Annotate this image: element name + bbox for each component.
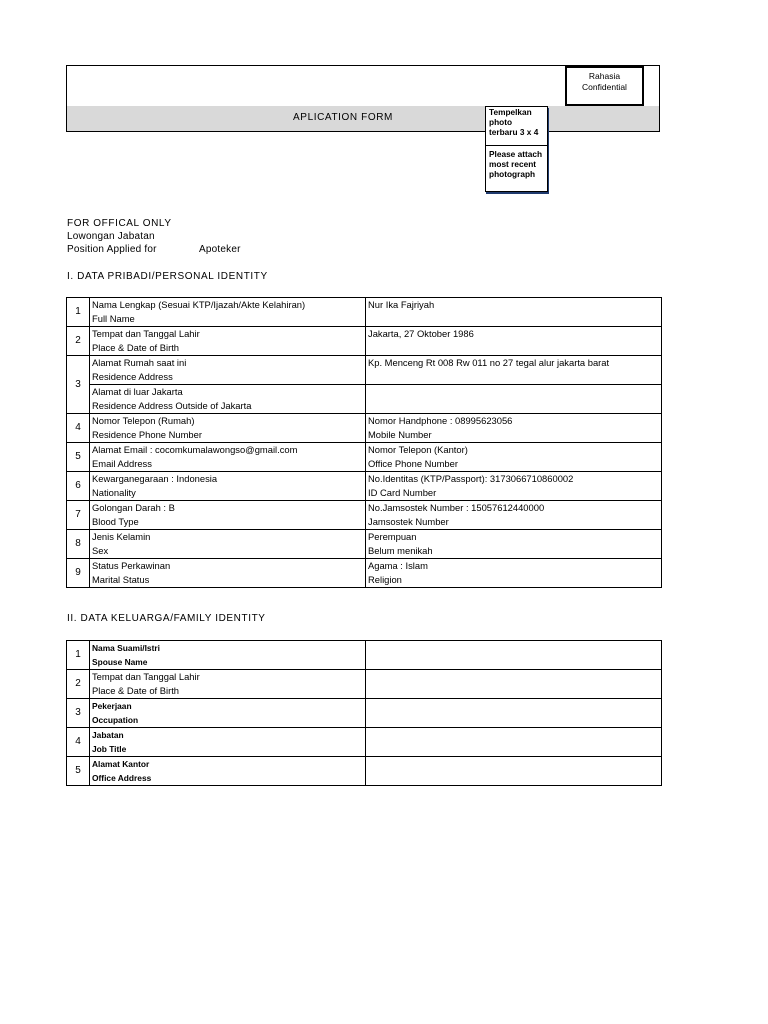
- row-number: 5: [67, 757, 90, 786]
- cell-line: Alamat Kantor: [92, 759, 150, 769]
- field-value-cell[interactable]: [366, 641, 662, 670]
- row-number: 1: [67, 641, 90, 670]
- cell-line: Alamat Rumah saat ini: [92, 357, 187, 368]
- table-row: [67, 414, 662, 443]
- row-number: 5: [67, 443, 90, 472]
- cell-line: Place & Date of Birth: [92, 685, 180, 696]
- field-value-cell[interactable]: [366, 327, 662, 356]
- cell-line: Nomor Telepon (Rumah): [92, 415, 195, 426]
- confidential-line-1: Rahasia: [588, 71, 621, 81]
- photo-instruction-id: [489, 107, 547, 137]
- photo-text-line: most recent: [489, 159, 537, 169]
- cell-line: Nomor Telepon (Kantor): [368, 444, 468, 455]
- personal-section-title: I. DATA PRIBADI/PERSONAL IDENTITY: [67, 271, 268, 282]
- table-row: [67, 443, 662, 472]
- field-label-cell: [90, 530, 366, 559]
- photo-instruction-en: [489, 149, 547, 179]
- cell-line: Nama Suami/Istri: [92, 643, 160, 653]
- photo-text-line: terbaru 3 x 4: [489, 127, 539, 137]
- field-value-cell[interactable]: [366, 472, 662, 501]
- table-row: [67, 298, 662, 327]
- official-only-label: FOR OFFICAL ONLY: [67, 218, 172, 229]
- table-row: [67, 327, 662, 356]
- cell-line: Full Name: [92, 313, 135, 324]
- family-identity-table: [66, 640, 662, 786]
- field-value-cell[interactable]: [366, 699, 662, 728]
- cell-line: Blood Type: [92, 516, 139, 527]
- position-applied-label: Position Applied for: [67, 244, 157, 255]
- cell-line: Residence Phone Number: [92, 429, 202, 440]
- cell-line: Nama Lengkap (Sesuai KTP/Ijazah/Akte Kelahiran): [92, 299, 306, 310]
- table-row: [67, 559, 662, 588]
- cell-line: Office Phone Number: [368, 458, 458, 469]
- cell-line: Nur Ika Fajriyah: [368, 299, 435, 310]
- table-row: [67, 472, 662, 501]
- cell-line: Job Title: [92, 744, 127, 754]
- cell-line: Sex: [92, 545, 109, 556]
- field-value-cell[interactable]: [366, 728, 662, 757]
- field-value-cell[interactable]: [366, 501, 662, 530]
- cell-line: Jabatan: [92, 730, 124, 740]
- photo-text-line: photo: [489, 117, 513, 127]
- field-label-cell: [90, 728, 366, 757]
- cell-line: Jakarta, 27 Oktober 1986: [368, 328, 474, 339]
- row-number: 3: [67, 356, 90, 414]
- form-title: APLICATION FORM: [293, 112, 393, 123]
- table-row: [67, 530, 662, 559]
- cell-line: Residence Address Outside of Jakarta: [92, 400, 252, 411]
- cell-line: Agama : Islam: [368, 560, 428, 571]
- cell-line: [368, 341, 659, 355]
- row-number: 2: [67, 327, 90, 356]
- cell-line: Spouse Name: [92, 657, 148, 667]
- field-label-cell: [90, 501, 366, 530]
- confidential-box: [565, 66, 644, 106]
- cell-line: No.Jamsostek Number : 15057612440000: [368, 502, 545, 513]
- cell-line: Golongan Darah : B: [92, 502, 175, 513]
- cell-line: Perempuan: [368, 531, 417, 542]
- field-label-cell: [90, 641, 366, 670]
- cell-line: Mobile Number: [368, 429, 432, 440]
- table-row: [67, 699, 662, 728]
- field-label-cell: [90, 757, 366, 786]
- field-label-cell: [90, 699, 366, 728]
- cell-line: Office Address: [92, 773, 152, 783]
- cell-line: Status Perkawinan: [92, 560, 171, 571]
- photo-text-line: photograph: [489, 169, 536, 179]
- cell-line: Kp. Menceng Rt 008 Rw 011 no 27 tegal alur jakarta barat: [368, 357, 610, 368]
- cell-line: ID Card Number: [368, 487, 437, 498]
- cell-line: Nomor Handphone : 08995623056: [368, 415, 513, 426]
- row-number: 8: [67, 530, 90, 559]
- cell-line: Tempat dan Tanggal Lahir: [92, 671, 200, 682]
- cell-line: Jamsostek Number: [368, 516, 449, 527]
- table-row: [67, 670, 662, 699]
- field-value-cell[interactable]: [366, 356, 662, 414]
- field-value-cell[interactable]: [366, 443, 662, 472]
- position-applied-value[interactable]: Apoteker: [199, 244, 241, 255]
- cell-line: [368, 385, 659, 399]
- field-value-cell[interactable]: [366, 670, 662, 699]
- photo-divider: [485, 145, 548, 146]
- cell-line: Nationality: [92, 487, 136, 498]
- cell-line: Alamat di luar Jakarta: [92, 386, 183, 397]
- field-value-cell[interactable]: [366, 559, 662, 588]
- family-section-title: II. DATA KELUARGA/FAMILY IDENTITY: [67, 613, 266, 624]
- cell-line: Alamat Email : cocomkumalawongso@gmail.com: [92, 444, 298, 455]
- field-value-cell[interactable]: [366, 298, 662, 327]
- row-number: 7: [67, 501, 90, 530]
- photo-text-line: Tempelkan: [489, 107, 532, 117]
- row-number: 9: [67, 559, 90, 588]
- row-number: 4: [67, 728, 90, 757]
- table-row: [67, 728, 662, 757]
- cell-line: Pekerjaan: [92, 701, 132, 711]
- row-number: 2: [67, 670, 90, 699]
- cell-line: Email Address: [92, 458, 152, 469]
- field-label-cell: [90, 356, 366, 414]
- field-label-cell: [90, 327, 366, 356]
- field-label-cell: [90, 559, 366, 588]
- cell-line: Religion: [368, 574, 402, 585]
- cell-line: No.Identitas (KTP/Passport): 3173066710860002: [368, 473, 574, 484]
- cell-line: [368, 399, 659, 413]
- cell-line: [368, 312, 659, 326]
- row-number: 6: [67, 472, 90, 501]
- cell-line: Occupation: [92, 715, 139, 725]
- table-row: [67, 356, 662, 414]
- table-row: [67, 757, 662, 786]
- field-label-cell: [90, 670, 366, 699]
- lowongan-label: Lowongan Jabatan: [67, 231, 155, 242]
- field-label-cell: [90, 443, 366, 472]
- table-row: [67, 641, 662, 670]
- field-label-cell: [90, 472, 366, 501]
- field-value-cell[interactable]: [366, 530, 662, 559]
- cell-line: Marital Status: [92, 574, 150, 585]
- personal-identity-table: [66, 297, 662, 588]
- row-number: 3: [67, 699, 90, 728]
- cell-line: Jenis Kelamin: [92, 531, 151, 542]
- photo-text-line: Please attach: [489, 149, 543, 159]
- cell-line: Tempat dan Tanggal Lahir: [92, 328, 200, 339]
- field-label-cell: [90, 414, 366, 443]
- field-value-cell[interactable]: [366, 757, 662, 786]
- field-label-cell: [90, 298, 366, 327]
- table-row: [67, 501, 662, 530]
- row-number: 1: [67, 298, 90, 327]
- cell-line: Kewarganegaraan : Indonesia: [92, 473, 218, 484]
- row-number: 4: [67, 414, 90, 443]
- cell-line: [368, 370, 659, 384]
- cell-line: Residence Address: [92, 371, 173, 382]
- confidential-line-2: Confidential: [582, 82, 627, 92]
- field-value-cell[interactable]: [366, 414, 662, 443]
- cell-line: Place & Date of Birth: [92, 342, 180, 353]
- cell-line: Belum menikah: [368, 545, 433, 556]
